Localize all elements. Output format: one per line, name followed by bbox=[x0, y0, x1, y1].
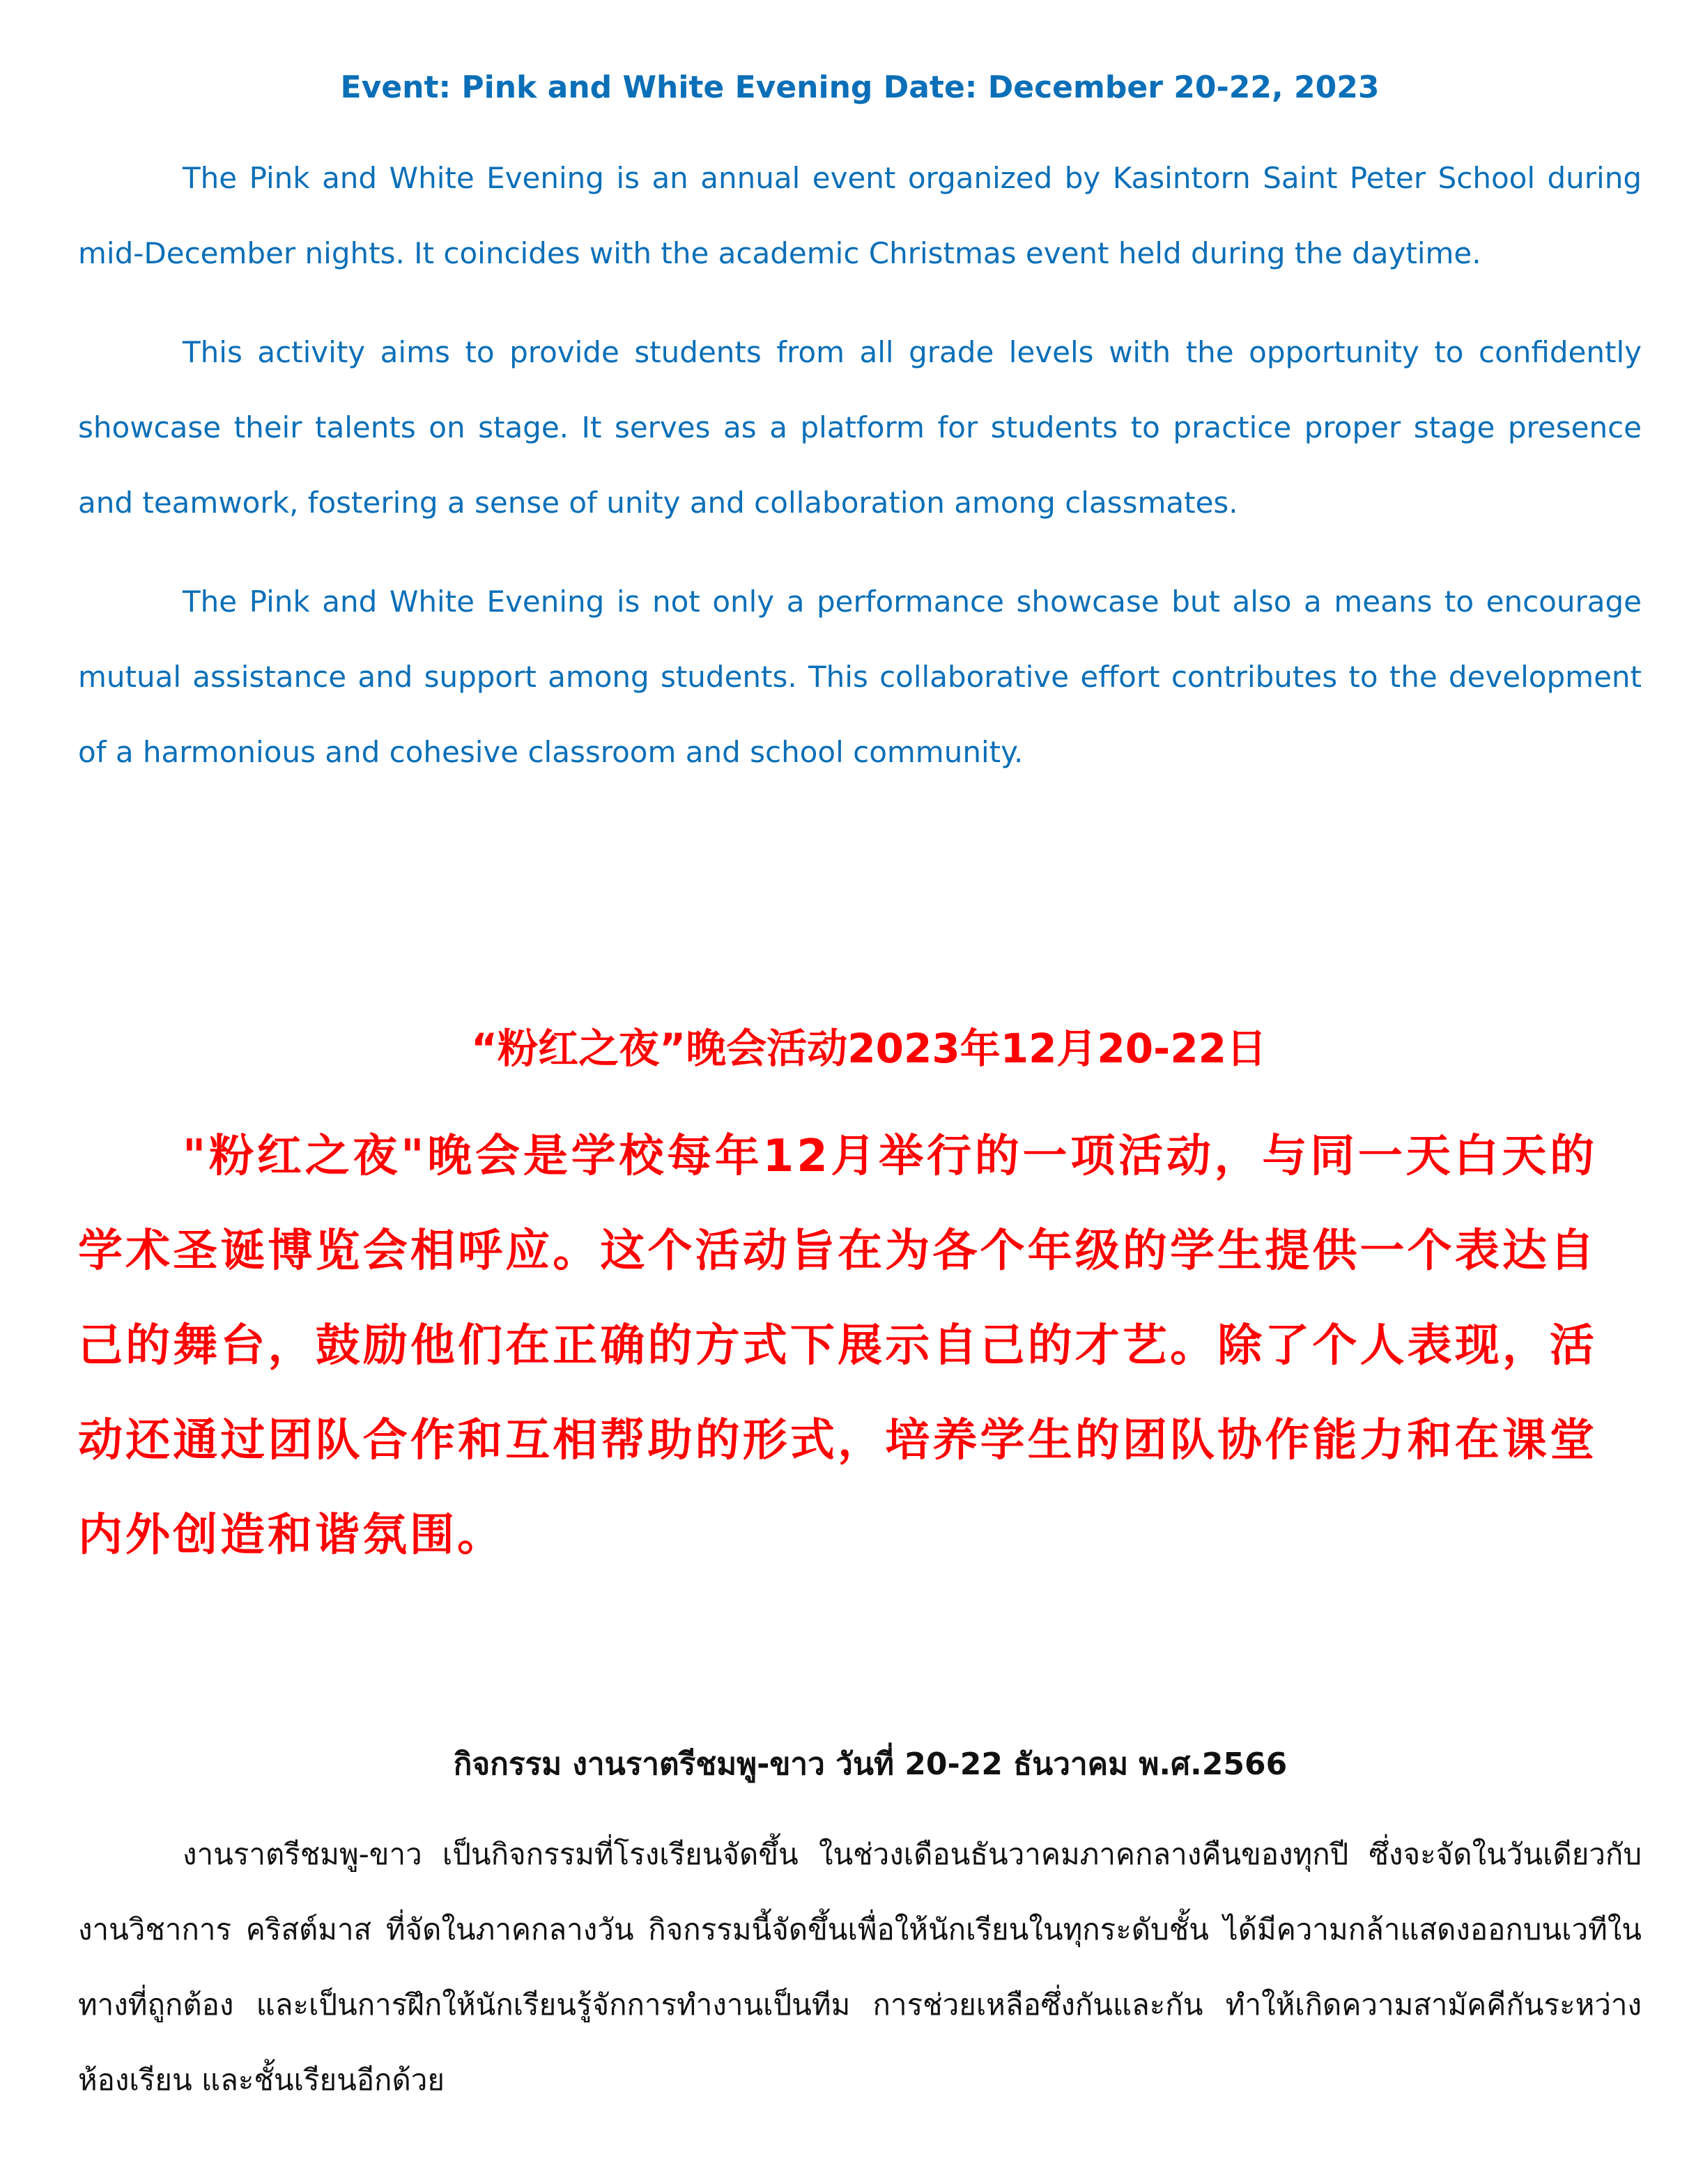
thai-paragraph: งานราตรีชมพู-ขาว เป็นกิจกรรมที่โรงเรียนจัดขึ้น ในช่วงเดือนธันวาคมภาคกลางคืนของทุกปี ซึ่งจะจัดในวันเดียวกับงานวิชาการ คริสต์มาส ที่จัดในภาคกลางวัน กิจกรรมนี้จัดขึ้นเพื่อให้นักเรียนในทุกระดับชั้น ได้มีความกล้าแสดงออกบนเวทีในทางที่ถูกต้อง และเป็นการฝึกให้นักเรียนรู้จักการทำงานเป็นทีม การช่วยเหลือซึ่งกันและกัน ทำให้เกิดความสามัคคีกันระหว่างห้องเรียน และชั้นเรียนอีกด้วย bbox=[78, 1837, 1642, 2097]
english-paragraph-2: This activity aims to provide students from all grade levels with the opportunity to confidently showcase their talents on stage. It serves as a platform for students to practice proper stage presence and teamwork, fostering a sense of unity and collaboration among classmates. bbox=[78, 335, 1642, 520]
english-paragraph-3: The Pink and White Evening is not only a performance showcase but also a means to encourage mutual assistance and support among students. This collaborative effort contributes to the development of a harmonious and cohesive classroom and school community. bbox=[78, 584, 1642, 769]
english-title: Event: Pink and White Evening Date: December 20-22, 2023 bbox=[340, 70, 1380, 105]
thai-section bbox=[78, 1740, 1642, 2118]
thai-title: กิจกรรม งานราตรีชมพู-ขาว วันที่ 20-22 ธันวาคม พ.ศ.2566 bbox=[453, 1747, 1288, 1782]
chinese-title: “粉红之夜”晚会活动2023年12月20-22日 bbox=[471, 1025, 1267, 1072]
english-section bbox=[78, 67, 1642, 814]
chinese-paragraph: "粉红之夜"晚会是学校每年12月举行的一项活动，与同一天白天的学术圣诞博览会相呼应。这个活动旨在为各个年级的学生提供一个表达自己的舞台，鼓励他们在正确的方式下展示自己的才艺。除了个人表现，活动还通过团队合作和互相帮助的形式，培养学生的团队协作能力和在课堂内外创造和谐氛围。 bbox=[78, 1131, 1597, 1561]
english-paragraph-1: The Pink and White Evening is an annual event organized by Kasintorn Saint Peter School during mid-December nights. It coincides with the academic Christmas event held during the daytime. bbox=[78, 161, 1642, 270]
chinese-section bbox=[78, 1019, 1597, 1583]
